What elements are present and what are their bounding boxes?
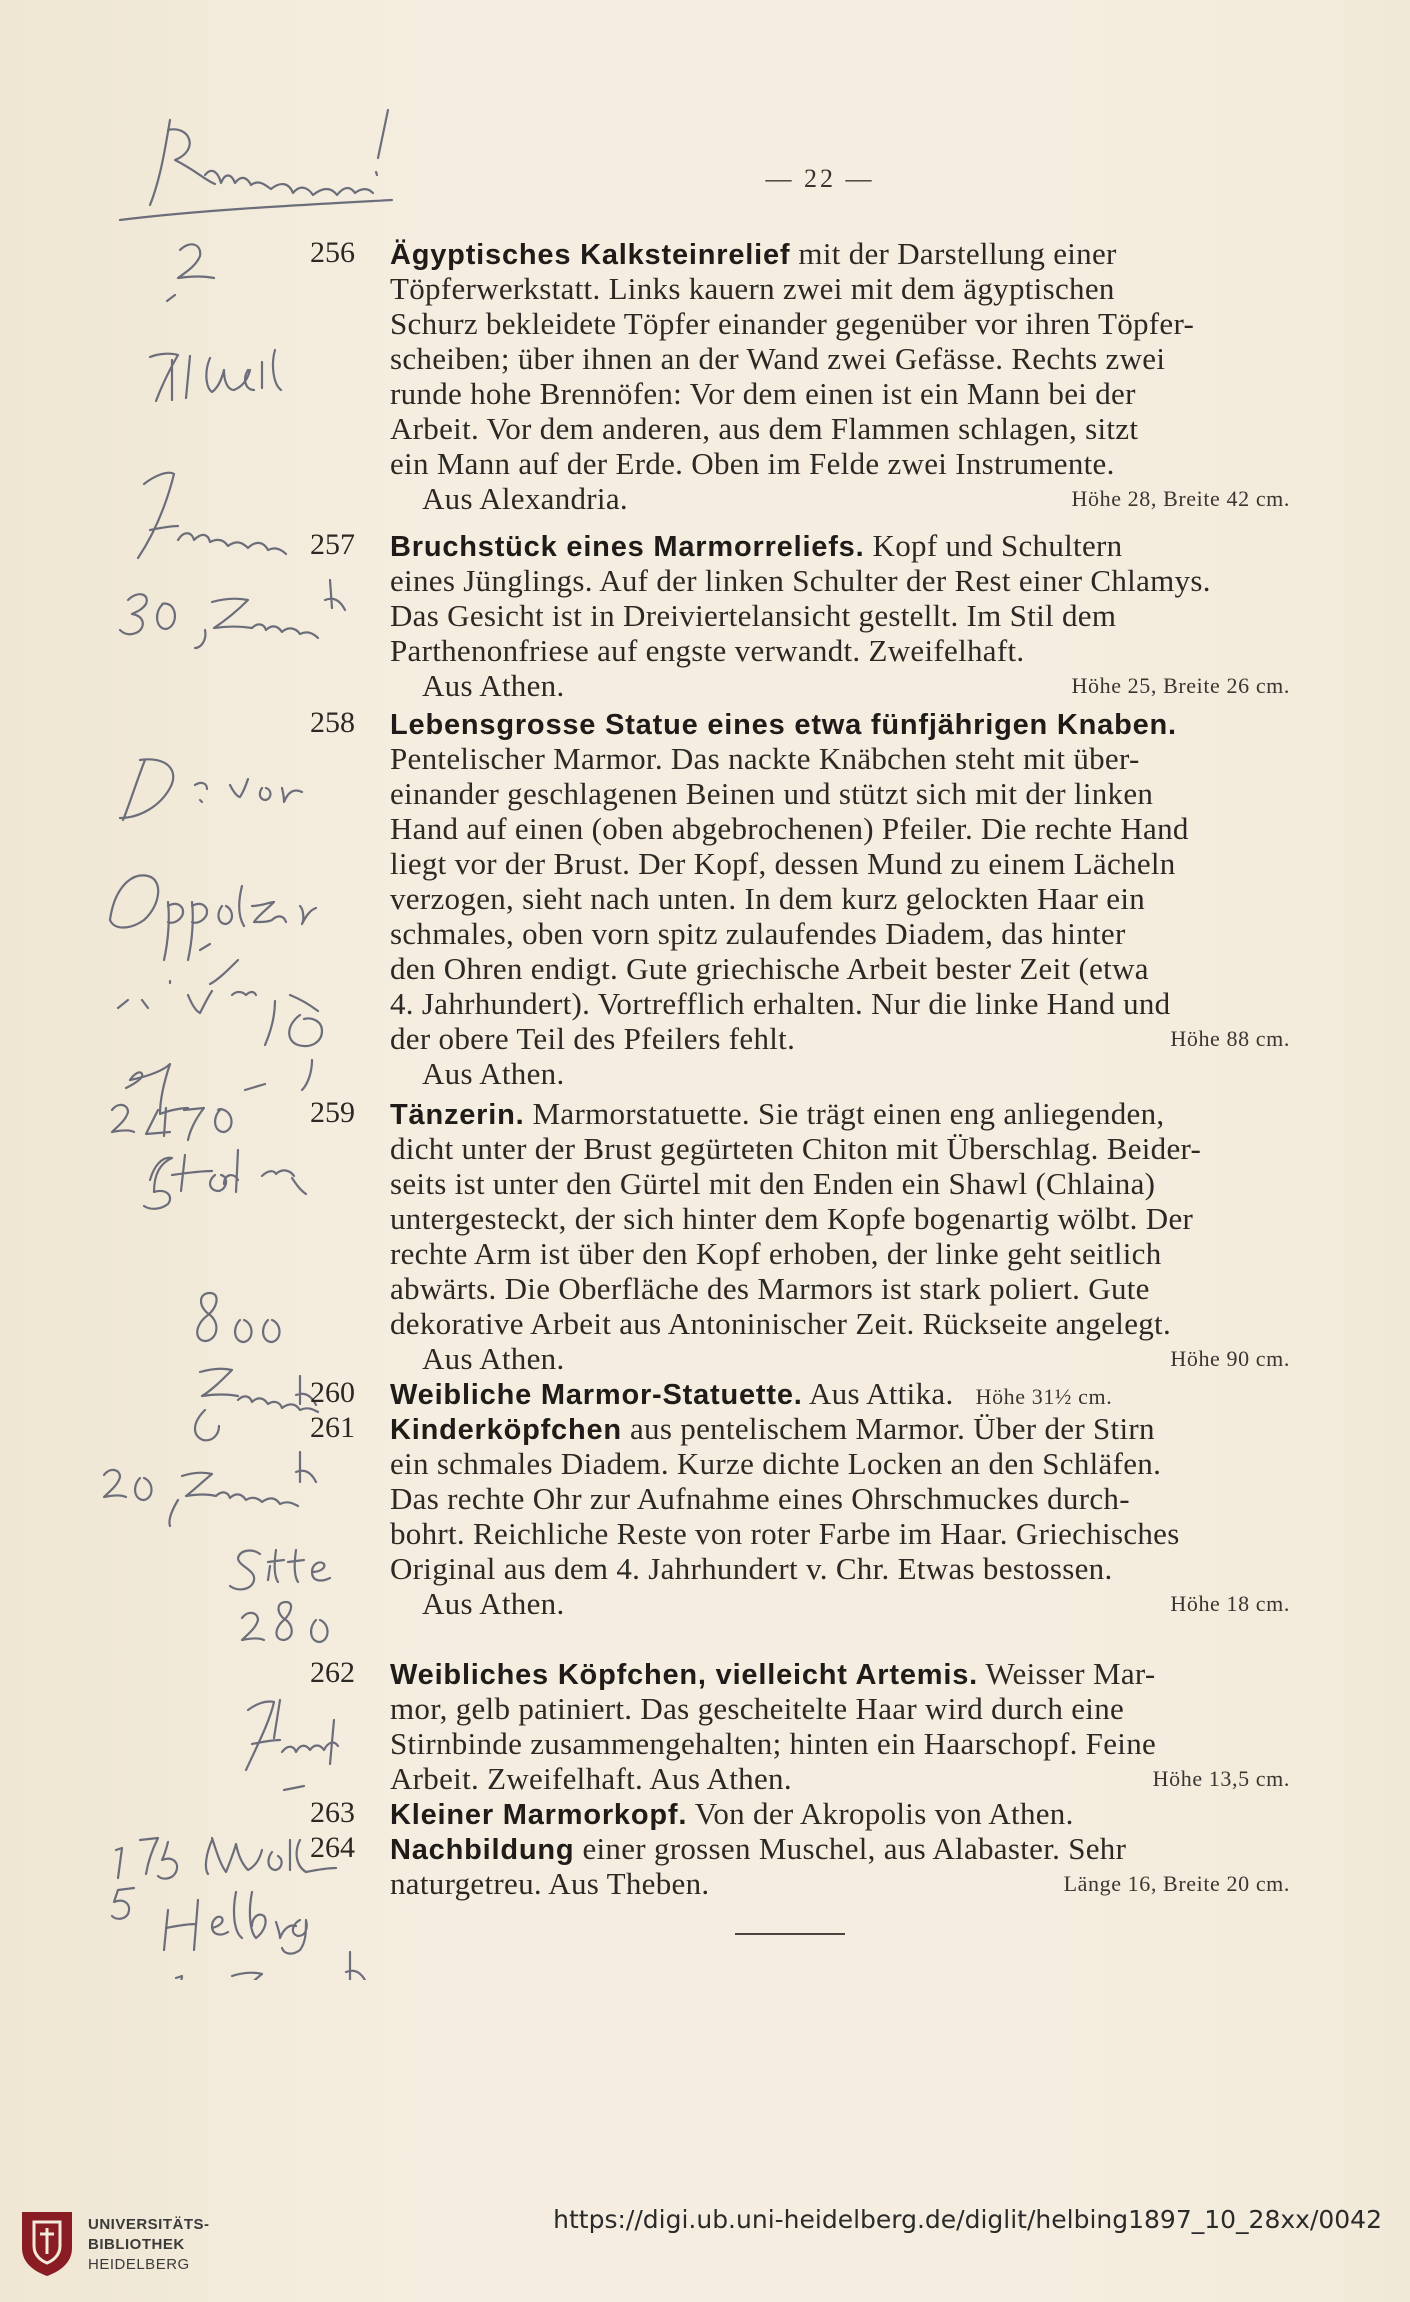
entry-origin: Aus Athen. — [422, 668, 565, 703]
entry-line — [390, 1831, 1330, 1866]
entry-title: Kleiner Marmorkopf. — [390, 1799, 688, 1831]
entry-line: runde hohe Brennöfen: Vor dem einen ist ein Mann bei der — [390, 376, 1136, 411]
entry-number: 263 — [310, 1796, 355, 1829]
entry-measure: Höhe 28, Breite 42 cm. — [1071, 486, 1290, 511]
entry-origin-line — [390, 1056, 1330, 1091]
entry-line: Pentelischer Marmor. Das nackte Knäbchen steht mit über- — [390, 741, 1140, 776]
entry-line: scheiben; über ihnen an der Wand zwei Gefässe. Rechts zwei — [390, 341, 1166, 376]
entry-text: naturgetreu. Aus Theben. — [390, 1866, 710, 1901]
entry-line: rechte Arm ist über den Kopf erhoben, der linke geht seitlich — [390, 1236, 1162, 1271]
entry-number: 262 — [310, 1656, 355, 1689]
end-rule — [735, 1933, 845, 1935]
entry-title: Weibliche Marmor-Statuette. — [390, 1379, 803, 1411]
entry-number: 260 — [310, 1376, 355, 1409]
entry-measure: Höhe 90 cm. — [1170, 1346, 1290, 1371]
entry-measure: Höhe 25, Breite 26 cm. — [1071, 673, 1290, 698]
entry-line: Stirnbinde zusammengehalten; hinten ein Haarschopf. Feine — [390, 1726, 1157, 1761]
entry-number: 257 — [310, 528, 355, 561]
entry-text: Kopf und Schultern — [864, 528, 1123, 563]
page-number: — 22 — — [765, 164, 875, 193]
entry-line — [390, 236, 1330, 271]
entry-line: Parthenonfriese auf engste verwandt. Zweifelhaft. — [390, 633, 1025, 668]
entry-title: Tänzerin. — [390, 1099, 525, 1131]
entry-origin: Aus Athen. — [422, 1341, 565, 1376]
logo-line: BIBLIOTHEK — [88, 2236, 185, 2253]
entry-line — [390, 528, 1330, 563]
entry-text: mit der Darstellung einer — [790, 236, 1117, 271]
entry-line: ein Mann auf der Erde. Oben im Felde zwei Instrumente. — [390, 446, 1115, 481]
entry-title: Kinderköpfchen — [390, 1414, 622, 1446]
entry-origin: Aus Athen. — [422, 1056, 565, 1091]
entry-number: 256 — [310, 236, 355, 269]
entry-title: Weibliches Köpfchen, vielleicht Artemis. — [390, 1659, 978, 1691]
entry-title: Lebensgrosse Statue eines etwa fünfjährigen Knaben. — [390, 709, 1177, 741]
entry-line: Hand auf einen (oben abgebrochenen) Pfeiler. Die rechte Hand — [390, 811, 1189, 846]
entry-origin-line — [390, 481, 1330, 516]
entry-line: eines Jünglings. Auf der linken Schulter der Rest einer Chlamys. — [390, 563, 1211, 598]
entry-line: Schurz bekleidete Töpfer einander gegenüber vor ihren Töpfer- — [390, 306, 1195, 341]
entry-line: dekorative Arbeit aus Antoninischer Zeit. Rückseite angelegt. — [390, 1306, 1172, 1341]
entry-line: schmales, oben vorn spitz zulaufendes Diadem, das hinter — [390, 916, 1126, 951]
entry-origin-line — [390, 1586, 1330, 1621]
entry-number: 264 — [310, 1831, 355, 1864]
entry-line — [390, 1866, 1330, 1901]
entry-text: Aus Attika. — [802, 1376, 954, 1411]
entry-measure: Höhe 31½ cm. — [975, 1384, 1113, 1409]
entry-line: seits ist unter den Gürtel mit den Enden ein Shawl (Chlaina) — [390, 1166, 1156, 1201]
entry-title: Bruchstück eines Marmorreliefs. — [390, 531, 865, 563]
entry-measure: Höhe 13,5 cm. — [1152, 1766, 1290, 1791]
entry-text: Weisser Mar- — [977, 1656, 1156, 1691]
entry-line: einander geschlagenen Beinen und stützt sich mit der linken — [390, 776, 1154, 811]
entry-line: abwärts. Die Oberfläche des Marmors ist stark poliert. Gute — [390, 1271, 1150, 1306]
entry-text: Von der Akropolis von Athen. — [687, 1796, 1074, 1831]
entry-line — [390, 1021, 1330, 1056]
entry-line: den Ohren endigt. Gute griechische Arbeit bester Zeit (etwa — [390, 951, 1149, 986]
entry-line — [390, 1761, 1330, 1796]
entry-text: Marmorstatuette. Sie trägt einen eng anliegenden, — [524, 1096, 1165, 1131]
entry-line: liegt vor der Brust. Der Kopf, dessen Mund zu einem Lächeln — [390, 846, 1176, 881]
entry-line — [390, 1656, 1330, 1691]
entry-title: Ägyptisches Kalksteinrelief — [390, 239, 791, 271]
entry-line: Arbeit. Vor dem anderen, aus dem Flammen schlagen, sitzt — [390, 411, 1139, 446]
entry-line: 4. Jahrhundert). Vortrefflich erhalten. Nur die linke Hand und — [390, 986, 1171, 1021]
entry-origin-line — [390, 668, 1330, 703]
entry-origin: Aus Athen. — [422, 1586, 565, 1621]
entry-line — [390, 1796, 1330, 1831]
entry-text: einer grossen Muschel, aus Alabaster. Sehr — [574, 1831, 1127, 1866]
entry-measure: Länge 16, Breite 20 cm. — [1063, 1871, 1290, 1896]
entry-line: Original aus dem 4. Jahrhundert v. Chr. Etwas bestossen. — [390, 1551, 1113, 1586]
entry-origin-line — [390, 1341, 1330, 1376]
entry-line: Das Gesicht ist in Dreiviertelansicht gestellt. Im Stil dem — [390, 598, 1117, 633]
entry-origin: Aus Alexandria. — [422, 481, 628, 516]
entry-line — [390, 1376, 1330, 1411]
entry-measure: Höhe 18 cm. — [1170, 1591, 1290, 1616]
entry-line: Das rechte Ohr zur Aufnahme eines Ohrschmuckes durch- — [390, 1481, 1130, 1516]
entry-title: Nachbildung — [390, 1834, 575, 1866]
entry-line — [390, 1411, 1330, 1446]
entry-line: untergesteckt, der sich hinter dem Kopfe bogenartig wölbt. Der — [390, 1201, 1194, 1236]
handwritten-annotations — [0, 80, 420, 1980]
entry-text: aus pentelischem Marmor. Über der Stirn — [621, 1411, 1155, 1446]
library-logo — [18, 2208, 248, 2288]
entry-line: verzogen, sieht nach unten. In dem kurz gelockten Haar ein — [390, 881, 1146, 916]
library-seal-icon — [18, 2208, 76, 2278]
entry-text: Arbeit. Zweifelhaft. Aus Athen. — [390, 1761, 792, 1796]
entry-number: 259 — [310, 1096, 355, 1129]
entry-line — [390, 706, 1330, 741]
entry-text: der obere Teil des Pfeilers fehlt. — [390, 1021, 796, 1056]
entry-line: bohrt. Reichliche Reste von roter Farbe im Haar. Griechisches — [390, 1516, 1180, 1551]
entry-number: 261 — [310, 1411, 355, 1444]
entry-line: dicht unter der Brust gegürteten Chiton mit Überschlag. Beider- — [390, 1131, 1202, 1166]
logo-line: HEIDELBERG — [88, 2256, 190, 2273]
entry-number: 258 — [310, 706, 355, 739]
entry-measure: Höhe 88 cm. — [1170, 1026, 1290, 1051]
entry-line — [390, 1096, 1330, 1131]
entry-line: mor, gelb patiniert. Das gescheitelte Haar wird durch eine — [390, 1691, 1125, 1726]
source-url-link[interactable]: https://digi.ub.uni-heidelberg.de/diglit/helbing1897_10_28xx/0042 — [553, 2205, 1382, 2234]
entry-line: ein schmales Diadem. Kurze dichte Locken an den Schläfen. — [390, 1446, 1162, 1481]
entry-line: Töpferwerkstatt. Links kauern zwei mit dem ägyptischen — [390, 271, 1115, 306]
logo-line: UNIVERSITÄTS- — [88, 2216, 210, 2233]
